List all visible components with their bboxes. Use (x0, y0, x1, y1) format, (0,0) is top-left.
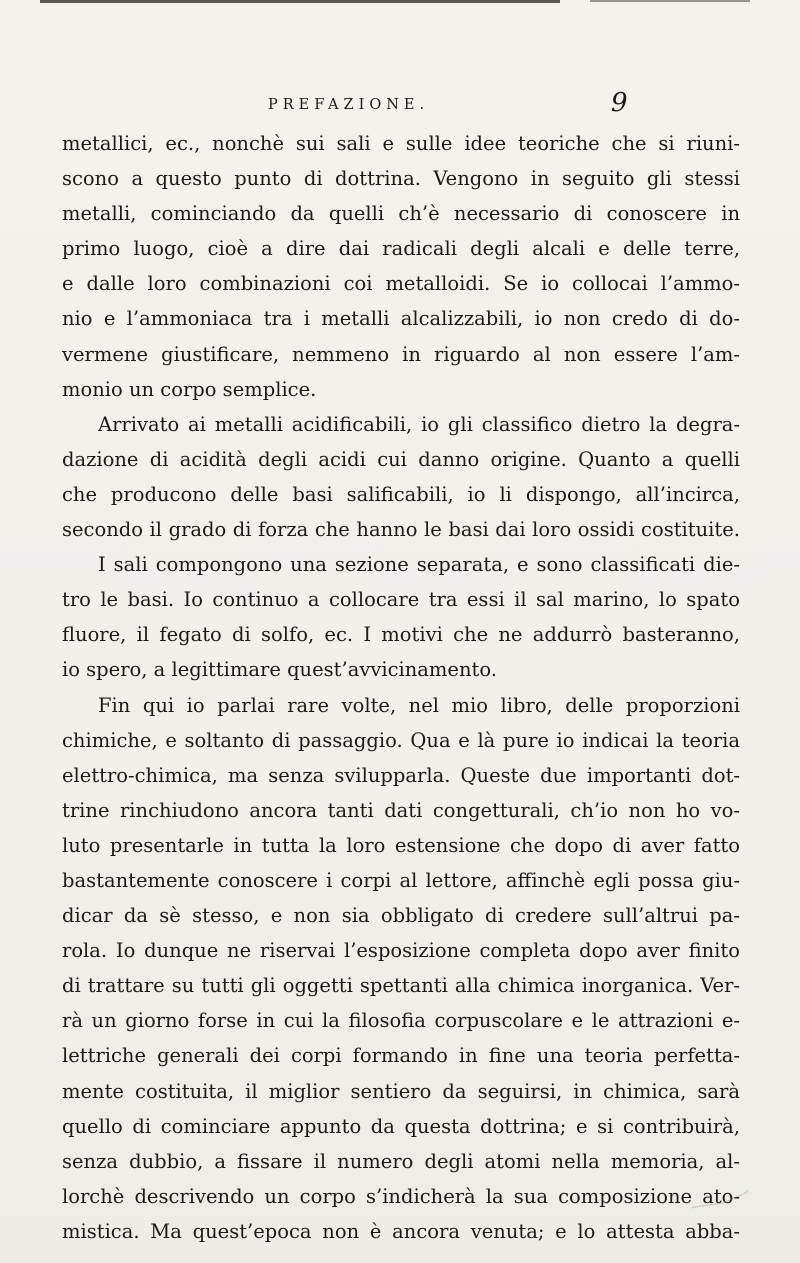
paragraph-end-line: monio un corpo semplice. (62, 377, 317, 401)
text-line: mente costituita, il miglior sentiero da seguirsi, in chimica, sarà (62, 1079, 740, 1103)
paragraph-start-line: Arrivato ai metalli acidificabili, io gli classifico dietro la degra- (98, 412, 740, 436)
text-line: elettro-chimica, ma senza svilupparla. Queste due importanti dot- (62, 763, 740, 787)
page-corner-smudge (690, 1186, 750, 1212)
text-line: fluore, il fegato di solfo, ec. I motivi che ne addurrò basteranno, (62, 623, 740, 647)
text-line: vermene giustificare, nemmeno in riguardo al non essere l’am- (62, 342, 740, 366)
paragraph-start-line: I sali compongono una sezione separata, e sono classificati die- (98, 553, 740, 577)
top-edge-rule-right (590, 0, 750, 2)
text-line: luto presentarle in tutta la loro estensione che dopo di aver fatto (62, 833, 740, 857)
text-line: lorchè descrivendo un corpo s’indicherà la sua composizione ato- (62, 1184, 740, 1208)
text-line: che producono delle basi salificabili, io li dispongo, all’incirca, (62, 482, 740, 506)
running-title: PREFAZIONE. (268, 97, 430, 113)
text-line: rà un giorno forse in cui la filosofia corpuscolare e le attrazioni e- (62, 1009, 740, 1033)
page-number: 9 (611, 88, 628, 118)
text-line: e dalle loro combinazioni coi metalloidi. Se io collocai l’ammo- (62, 272, 740, 296)
text-line: lettriche generali dei corpi formando in fine una teoria perfetta- (62, 1044, 740, 1068)
text-line: rola. Io dunque ne riservai l’esposizione completa dopo aver finito (62, 939, 740, 963)
text-line: bastantemente conoscere i corpi al lettore, affinchè egli possa giu- (62, 868, 740, 892)
text-line: scono a questo punto di dottrina. Vengono in seguito gli stessi (62, 167, 740, 191)
text-line: mistica. Ma quest’epoca non è ancora venuta; e lo attesta abba- (62, 1219, 740, 1243)
text-line: di trattare su tutti gli oggetti spettanti alla chimica inorganica. Ver- (62, 974, 740, 998)
paragraph-start-line: Fin qui io parlai rare volte, nel mio libro, delle proporzioni (98, 693, 740, 717)
top-edge-rule (40, 0, 560, 3)
running-head (0, 88, 800, 124)
text-line: tro le basi. Io continuo a collocare tra essi il sal marino, lo spato (62, 588, 740, 612)
text-line: metalli, cominciando da quelli ch’è necessario di conoscere in (62, 202, 740, 226)
body-text (62, 126, 740, 1249)
text-line: nio e l’ammoniaca tra i metalli alcalizzabili, io non credo di do- (62, 307, 740, 331)
text-line: quello di cominciare appunto da questa dottrina; e si contribuirà, (62, 1114, 740, 1138)
text-line: dicar da sè stesso, e non sia obbligato di credere sull’altrui pa- (62, 904, 740, 928)
text-line: senza dubbio, a fissare il numero degli atomi nella memoria, al- (62, 1149, 740, 1173)
text-line: primo luogo, cioè a dire dai radicali degli alcali e delle terre, (62, 237, 740, 261)
text-line: secondo il grado di forza che hanno le basi dai loro ossidi costituite. (62, 518, 740, 542)
text-line: trine rinchiudono ancora tanti dati congetturali, ch’io non ho vo- (62, 798, 740, 822)
text-line: metallici, ec., nonchè sui sali e sulle idee teoriche che si riuni- (62, 132, 740, 155)
text-line: dazione di acidità degli acidi cui danno origine. Quanto a quelli (62, 447, 740, 471)
paragraph-end-line: io spero, a legittimare quest’avvicinamento. (62, 658, 497, 682)
text-line: chimiche, e soltanto di passaggio. Qua e là pure io indicai la teoria (62, 728, 740, 752)
